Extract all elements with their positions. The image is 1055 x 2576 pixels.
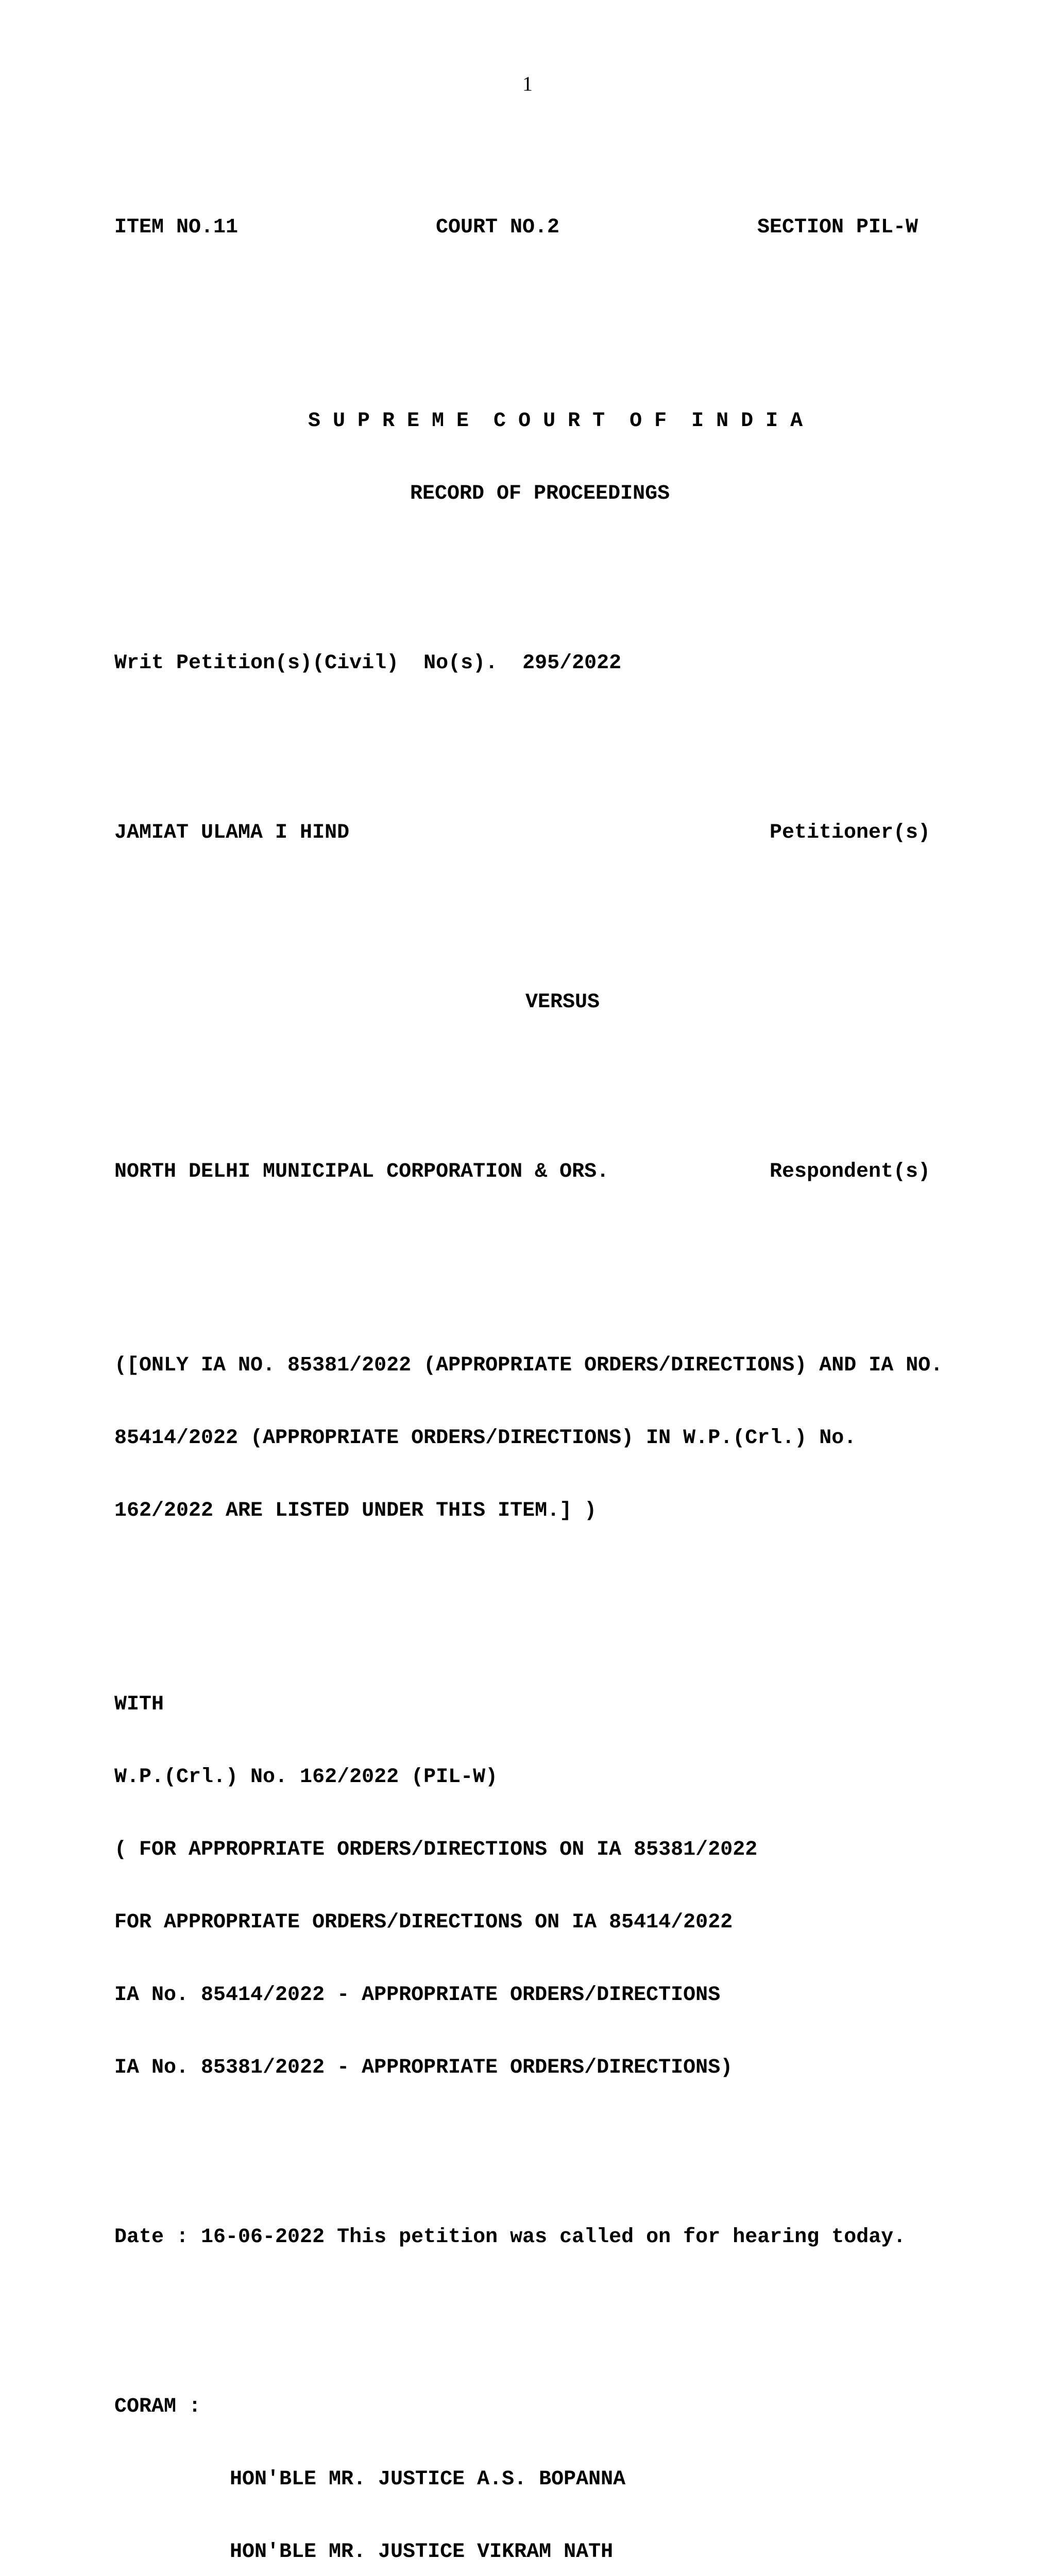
respondent-name: NORTH DELHI MUNICIPAL CORPORATION & ORS. bbox=[114, 1160, 609, 1183]
court-title-row bbox=[114, 409, 990, 433]
court-number: COURT NO.2 bbox=[436, 216, 560, 239]
coram-judge: HON'BLE MR. JUSTICE VIKRAM NATH bbox=[230, 2540, 614, 2564]
court-title: S U P R E M E C O U R T O F I N D I A bbox=[308, 410, 803, 433]
petitioner-name: JAMIAT ULAMA I HIND bbox=[114, 821, 350, 844]
with-line: IA No. 85381/2022 - APPROPRIATE ORDERS/DIRECTIONS) bbox=[114, 2056, 733, 2079]
listing-note-line: ([ONLY IA NO. 85381/2022 (APPROPRIATE ORDERS/DIRECTIONS) AND IA NO. bbox=[114, 1354, 943, 1377]
record-title: RECORD OF PROCEEDINGS bbox=[410, 482, 670, 505]
case-number: Writ Petition(s)(Civil) No(s). 295/2022 bbox=[114, 652, 622, 675]
proceedings-body bbox=[114, 118, 990, 2576]
listing-note-line: 85414/2022 (APPROPRIATE ORDERS/DIRECTIONS) IN W.P.(Crl.) No. bbox=[114, 1427, 857, 1450]
petitioner-role: Petitioner(s) bbox=[770, 821, 931, 844]
versus-row bbox=[114, 990, 990, 1014]
respondent-role: Respondent(s) bbox=[770, 1160, 931, 1183]
listing-note-line: 162/2022 ARE LISTED UNDER THIS ITEM.] ) bbox=[114, 1499, 597, 1522]
page-number: 1 bbox=[522, 72, 533, 95]
header-row bbox=[114, 215, 990, 240]
section-label: SECTION PIL-W bbox=[757, 216, 918, 239]
coram-label: CORAM : bbox=[114, 2395, 201, 2418]
with-line: ( FOR APPROPRIATE ORDERS/DIRECTIONS ON IA 85381/2022 bbox=[114, 1838, 758, 1861]
with-line: W.P.(Crl.) No. 162/2022 (PIL-W) bbox=[114, 1766, 498, 1789]
item-number: ITEM NO.11 bbox=[114, 216, 239, 239]
respondent-row bbox=[114, 1160, 990, 1184]
petitioner-row bbox=[114, 821, 990, 845]
record-title-row bbox=[114, 482, 990, 506]
with-line: FOR APPROPRIATE ORDERS/DIRECTIONS ON IA 85414/2022 bbox=[114, 1911, 733, 1934]
with-line: IA No. 85414/2022 - APPROPRIATE ORDERS/DIRECTIONS bbox=[114, 1984, 721, 2007]
coram-judge: HON'BLE MR. JUSTICE A.S. BOPANNA bbox=[230, 2468, 626, 2491]
hearing-date: Date : 16-06-2022 This petition was called on for hearing today. bbox=[114, 2226, 906, 2249]
with-line: WITH bbox=[114, 1693, 164, 1716]
versus-label: VERSUS bbox=[525, 991, 600, 1014]
